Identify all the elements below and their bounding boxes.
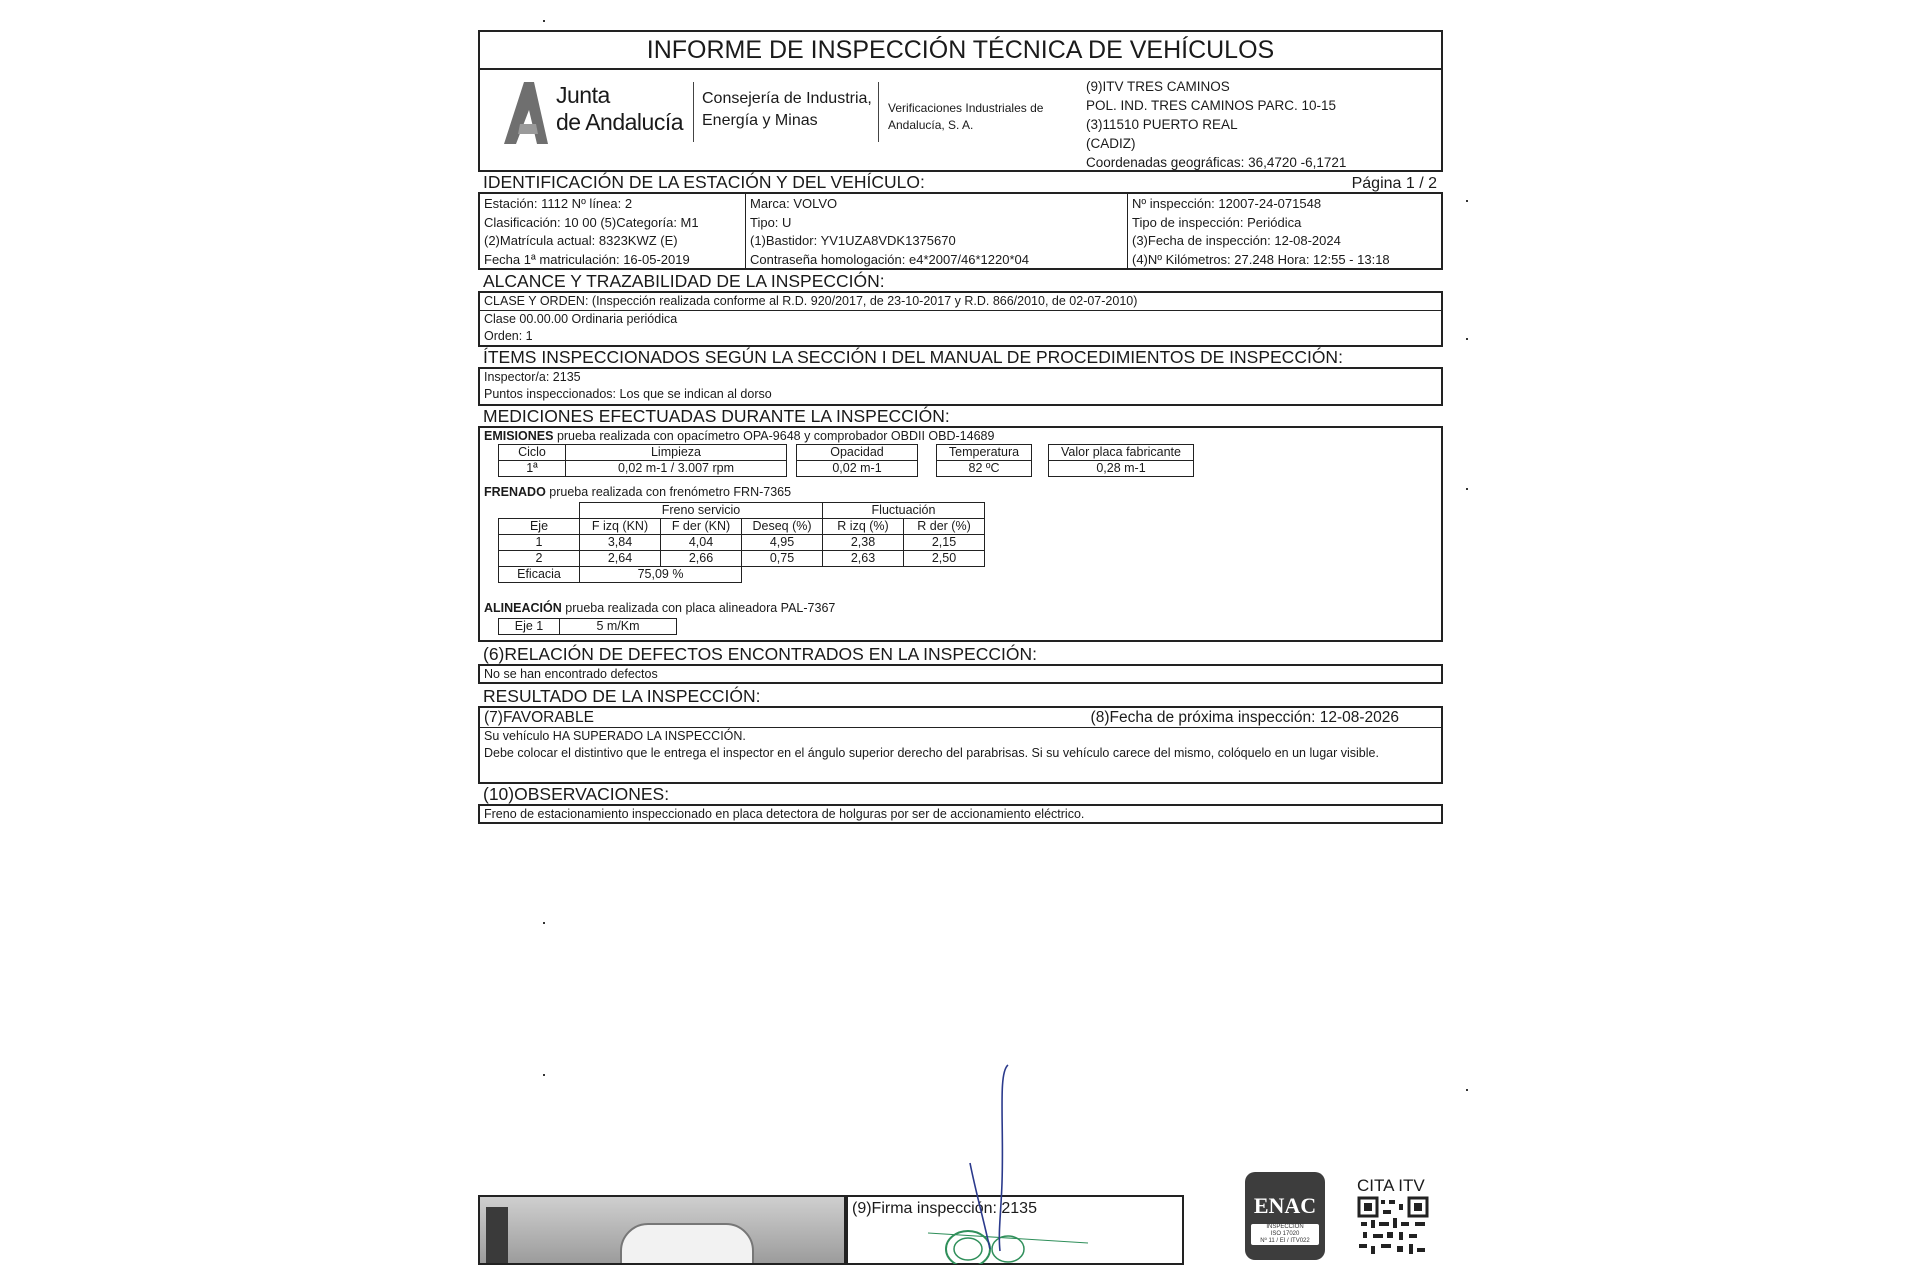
table-header: Opacidad <box>797 445 918 461</box>
address-line: POL. IND. TRES CAMINOS PARC. 10-15 <box>1086 98 1337 113</box>
table-cell: 2,64 <box>580 551 661 567</box>
table-cell: 2 <box>499 551 580 567</box>
alineacion-table <box>498 618 677 635</box>
table-row <box>499 567 985 583</box>
eficacia-value: 75,09 % <box>580 567 742 583</box>
consejeria-line2: Energía y Minas <box>702 112 818 129</box>
car-silhouette <box>620 1223 754 1265</box>
next-inspection-date: (8)Fecha de próxima inspección: 12-08-2026 <box>1090 709 1399 726</box>
address-line: (CADIZ) <box>1086 136 1136 151</box>
puntos-line: Puntos inspeccionados: Los que se indican al dorso <box>484 387 772 401</box>
address-line: (9)ITV TRES CAMINOS <box>1086 79 1230 94</box>
person-silhouette <box>486 1207 508 1265</box>
clase-orden-line: CLASE Y ORDEN: (Inspección realizada conforme al R.D. 920/2017, de 23-10-2017 y R.D. 866/2010, de 02-07-2010) <box>480 293 1441 311</box>
table-header: Temperatura <box>937 445 1032 461</box>
cita-itv-label: CITA ITV <box>1357 1176 1425 1195</box>
table-group-header: Freno servicio <box>580 503 823 519</box>
table-row <box>499 551 985 567</box>
table-row <box>499 535 985 551</box>
enac-detail-line: ISO 17020 <box>1270 1231 1300 1237</box>
table-header: Deseq (%) <box>742 519 823 535</box>
junta-line1: Junta <box>556 82 610 108</box>
table-cell: 1ª <box>499 461 566 477</box>
scan-speck <box>543 1074 545 1076</box>
table-cell: 2,15 <box>904 535 985 551</box>
clase-line: Clase 00.00.00 Ordinaria periódica <box>484 312 678 326</box>
observaciones-box <box>478 804 1443 824</box>
emisiones-text: prueba realizada con opacímetro OPA-9648 y comprobador OBDII OBD-14689 <box>553 429 995 443</box>
info-line: Marca: VOLVO <box>750 196 838 211</box>
table-header: Ciclo <box>499 445 566 461</box>
alcance-box <box>478 291 1443 347</box>
inspector-line: Inspector/a: 2135 <box>484 370 581 384</box>
info-line: (3)Fecha de inspección: 12-08-2024 <box>1132 233 1341 248</box>
table-cell: 4,04 <box>661 535 742 551</box>
logo-divider <box>878 82 879 142</box>
opacidad-table <box>796 444 918 477</box>
table-cell: 0,75 <box>742 551 823 567</box>
station-info <box>480 194 746 268</box>
mediciones-box <box>478 426 1443 642</box>
table-header: F der (KN) <box>661 519 742 535</box>
info-line: (1)Bastidor: YV1UZA8VDK1375670 <box>750 233 956 248</box>
resultado-box <box>478 706 1443 784</box>
table-header: Limpieza <box>566 445 787 461</box>
inspection-info <box>1128 194 1441 268</box>
table-header: F izq (KN) <box>580 519 661 535</box>
enac-detail-line: INSPECCIÓN <box>1266 1224 1304 1230</box>
resultado-header-line <box>480 708 1441 728</box>
alineacion-heading <box>480 600 835 617</box>
emisiones-ciclo-table <box>498 444 787 477</box>
address-line: Coordenadas geográficas: 36,4720 -6,1721 <box>1086 155 1347 170</box>
identificacion-title-text: IDENTIFICACIÓN DE LA ESTACIÓN Y DEL VEHÍCULO: <box>483 172 925 192</box>
enac-logo-text: ENAC <box>1253 1193 1317 1218</box>
resultado-line2: Debe colocar el distintivo que le entrega el inspector en el ángulo superior derecho del parabrisas. Si su vehículo carece del mismo, colóquelo en un lugar visible. <box>484 746 1379 760</box>
scan-speck <box>1466 488 1468 490</box>
scan-speck <box>1466 338 1468 340</box>
table-group-header: Fluctuación <box>823 503 985 519</box>
section-identificacion-title <box>478 172 1443 192</box>
result-favorable: (7)FAVORABLE <box>484 709 594 726</box>
verif-line1: Verificaciones Industriales de <box>888 101 1044 115</box>
info-line: (4)Nº Kilómetros: 27.248 Hora: 12:55 - 13:18 <box>1132 251 1390 267</box>
section-alcance-title: ALCANCE Y TRAZABILIDAD DE LA INSPECCIÓN: <box>483 271 885 291</box>
info-line: Tipo de inspección: Periódica <box>1132 214 1302 230</box>
table-cell: 0,02 m-1 / 3.007 rpm <box>566 461 787 477</box>
consejeria-text <box>702 88 872 132</box>
section-mediciones-title: MEDICIONES EFECTUADAS DURANTE LA INSPECCIÓN: <box>483 406 950 426</box>
defectos-text: No se han encontrado defectos <box>484 667 658 681</box>
table-header: R der (%) <box>904 519 985 535</box>
table-header: R izq (%) <box>823 519 904 535</box>
section-items-title: ÍTEMS INSPECCIONADOS SEGÚN LA SECCIÓN I DEL MANUAL DE PROCEDIMIENTOS DE INSPECCIÓN: <box>483 347 1343 367</box>
junta-andalucia-logo-icon <box>498 78 556 148</box>
info-line: Clasificación: 10 00 (5)Categoría: M1 <box>484 214 699 230</box>
section-observaciones-title: (10)OBSERVACIONES: <box>483 784 670 804</box>
enac-logo <box>1245 1172 1325 1260</box>
alineacion-label: ALINEACIÓN <box>484 601 562 615</box>
scan-speck <box>543 20 545 22</box>
signature-icon <box>968 1063 1028 1253</box>
valor-placa-table <box>1048 444 1194 477</box>
consejeria-line1: Consejería de Industria, <box>702 90 872 107</box>
scan-speck <box>543 922 545 924</box>
report-header <box>478 68 1443 172</box>
table-cell: 2,63 <box>823 551 904 567</box>
enac-detail-line: Nº 11 / EI / ITV022 <box>1260 1238 1310 1244</box>
table-cell: 1 <box>499 535 580 551</box>
table-cell: 3,84 <box>580 535 661 551</box>
report-title: INFORME DE INSPECCIÓN TÉCNICA DE VEHÍCULOS <box>478 30 1443 68</box>
scan-speck <box>1466 1089 1468 1091</box>
observaciones-text: Freno de estacionamiento inspeccionado en placa detectora de holguras por ser de accionamiento eléctrico. <box>484 807 1085 821</box>
junta-line2: de Andalucía <box>556 109 684 135</box>
emisiones-heading <box>480 428 1441 445</box>
info-line: Estación: 1112 Nº línea: 2 <box>484 196 633 211</box>
table-cell: 4,95 <box>742 535 823 551</box>
info-line: Nº inspección: 12007-24-071548 <box>1132 196 1322 211</box>
table-cell: 2,66 <box>661 551 742 567</box>
page-number: Página 1 / 2 <box>1351 175 1437 192</box>
emisiones-label: EMISIONES <box>484 429 554 443</box>
table-cell: 0,28 m-1 <box>1049 461 1194 477</box>
table-cell: 0,02 m-1 <box>797 461 918 477</box>
signature-label: (9)Firma inspección: 2135 <box>852 1200 1037 1217</box>
orden-line: Orden: 1 <box>484 329 533 343</box>
section-resultado-title: RESULTADO DE LA INSPECCIÓN: <box>483 686 761 706</box>
station-address <box>1086 77 1346 172</box>
table-header: Eje <box>499 519 580 535</box>
qr-code-icon <box>1357 1196 1429 1260</box>
section-defectos-title: (6)RELACIÓN DE DEFECTOS ENCONTRADOS EN LA INSPECCIÓN: <box>483 644 1037 664</box>
temperatura-table <box>936 444 1032 477</box>
inspection-report <box>478 30 1443 824</box>
frenado-text: prueba realizada con frenómetro FRN-7365 <box>545 485 792 499</box>
items-box <box>478 367 1443 406</box>
info-line: Contraseña homologación: e4*2007/46*1220*04 <box>750 251 1029 267</box>
defectos-box <box>478 664 1443 684</box>
info-line: Fecha 1ª matriculación: 16-05-2019 <box>484 251 690 267</box>
frenado-heading <box>480 484 791 501</box>
enac-details <box>1251 1224 1319 1245</box>
verif-line2: Andalucía, S. A. <box>888 118 974 132</box>
resultado-line1: Su vehículo HA SUPERADO LA INSPECCIÓN. <box>484 729 746 743</box>
table-cell: 2,50 <box>904 551 985 567</box>
eficacia-label: Eficacia <box>499 567 580 583</box>
vehicle-photo <box>478 1195 846 1265</box>
info-line: Tipo: U <box>750 214 792 230</box>
verificaciones-text <box>888 100 1043 134</box>
table-spacer <box>742 567 985 583</box>
table-cell: 2,38 <box>823 535 904 551</box>
table-cell: 5 m/Km <box>560 619 677 635</box>
junta-logo-text <box>556 82 683 136</box>
vehicle-info <box>746 194 1128 268</box>
frenado-label: FRENADO <box>484 485 546 499</box>
scan-speck <box>1466 200 1468 202</box>
info-line: (2)Matrícula actual: 8323KWZ (E) <box>484 233 678 248</box>
logo-divider <box>693 82 694 142</box>
table-cell: Eje 1 <box>499 619 560 635</box>
identificacion-table <box>478 192 1443 270</box>
table-cell: 82 ºC <box>937 461 1032 477</box>
address-line: (3)11510 PUERTO REAL <box>1086 117 1238 132</box>
table-header: Valor placa fabricante <box>1049 445 1194 461</box>
frenado-table <box>498 502 985 583</box>
table-spacer <box>499 503 580 519</box>
alineacion-text: prueba realizada con placa alineadora PAL-7367 <box>561 601 836 615</box>
